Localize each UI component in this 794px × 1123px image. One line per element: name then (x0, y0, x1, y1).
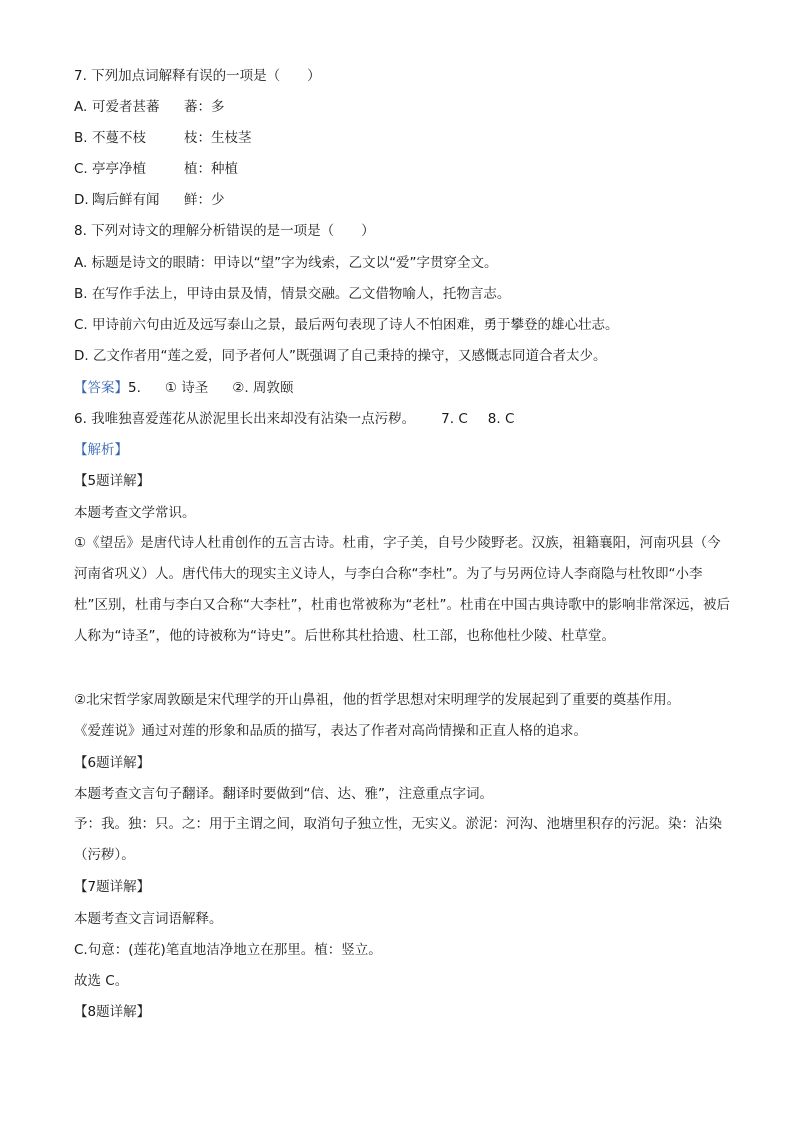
q7-option-a (74, 97, 734, 117)
s5-paragraph-1: ①《望岳》是唐代诗人杜甫创作的五言古诗。杜甫，字子美，自号少陵野老。汉族，祖籍襄阳，河南巩县（今河南省巩义）人。唐代伟大的现实主义诗人，与李白合称“李杜”。为了与另两位诗人李商隐与杜牧即“小李杜”区别，杜甫与李白又合称“大李杜”，杜甫也常被称为“老杜”。杜甫在中国古典诗歌中的影响非常深远，被后人称为“诗圣”，他的诗被称为“诗史”。后世称其杜拾遗、杜工部，也称他杜少陵、杜草堂。 (74, 535, 730, 644)
s5-title: 【5题详解】 (74, 473, 151, 489)
option-gloss: 枝：生枝茎 (184, 130, 252, 146)
q7-option-d (74, 190, 734, 210)
answer-q5-part1: ① 诗圣 (164, 380, 209, 396)
s7-paragraph-2: 故选 C。 (74, 973, 129, 989)
s5-intro: 本题考查文学常识。 (74, 505, 196, 521)
option-letter: B. (74, 130, 88, 146)
q8-option-a: A. 标题是诗文的眼睛：甲诗以“望”字为线索，乙文以“爱”字贯穿全文。 (74, 255, 498, 271)
s6-title: 【6题详解】 (74, 755, 151, 771)
s7-title: 【7题详解】 (74, 879, 151, 895)
s5-paragraph-2: ②北宋哲学家周敦颐是宋代理学的开山鼻祖，他的哲学思想对宋明理学的发展起到了重要的奠基作用。 (74, 692, 681, 708)
s6-intro: 本题考查文言句子翻译。翻译时要做到“信、达、雅”，注意重点字词。 (74, 786, 493, 802)
option-word: 陶后鲜有闻 (92, 192, 160, 208)
option-gloss: 蕃：多 (184, 99, 225, 115)
option-word: 可爱者甚蕃 (92, 99, 160, 115)
option-word: 不蔓不枝 (92, 130, 146, 146)
answer-line-2 (74, 409, 734, 429)
s8-title: 【8题详解】 (74, 1004, 151, 1020)
option-gloss: 植：种植 (184, 161, 238, 177)
answer-tag: 【答案】 (74, 380, 128, 396)
answer-q8: 8. C (487, 411, 515, 427)
s6-paragraph-1: 予：我。独：只。之：用于主谓之间，取消句子独立性，无实义。淤泥：河沟、池塘里积存的污泥。染：沾染（污秽）。 (74, 816, 722, 863)
option-letter: C. (74, 161, 88, 177)
s7-paragraph-1: C.句意：(莲花)笔直地洁净地立在那里。植：竖立。 (74, 942, 382, 958)
q8-option-d: D. 乙文作者用“莲之爱，同予者何人”既强调了自己秉持的操守，又感慨志同道合者太少。 (74, 348, 607, 364)
q7-option-c (74, 159, 734, 179)
analysis-tag: 【解析】 (74, 442, 128, 458)
q8-option-c: C. 甲诗前六句由近及远写泰山之景，最后两句表现了诗人不怕困难，勇于攀登的雄心壮志。 (74, 317, 619, 333)
answer-q5-number: 5. (128, 380, 141, 396)
q7-option-b (74, 128, 734, 148)
q7-stem: 7. 下列加点词解释有误的一项是（ ） (74, 68, 321, 84)
answer-q7: 7. C (441, 411, 468, 427)
answer-line (74, 378, 734, 398)
answer-q6: 6. 我唯独喜爱莲花从淤泥里长出来却没有沾染一点污秽。 (74, 411, 416, 427)
option-letter: A. (74, 99, 88, 115)
s5-paragraph-3: 《爱莲说》通过对莲的形象和品质的描写，表达了作者对高尚情操和正直人格的追求。 (74, 723, 587, 739)
option-gloss: 鲜：少 (184, 192, 225, 208)
q8-stem: 8. 下列对诗文的理解分析错误的是一项是（ ） (74, 223, 375, 239)
s7-intro: 本题考查文言词语解释。 (74, 911, 223, 927)
q8-option-b: B. 在写作手法上，甲诗由景及情，情景交融。乙文借物喻人，托物言志。 (74, 286, 511, 302)
option-letter: D. (74, 192, 89, 208)
answer-q5-part2: ②. 周敦颐 (232, 380, 294, 396)
option-word: 亭亭净植 (92, 161, 146, 177)
